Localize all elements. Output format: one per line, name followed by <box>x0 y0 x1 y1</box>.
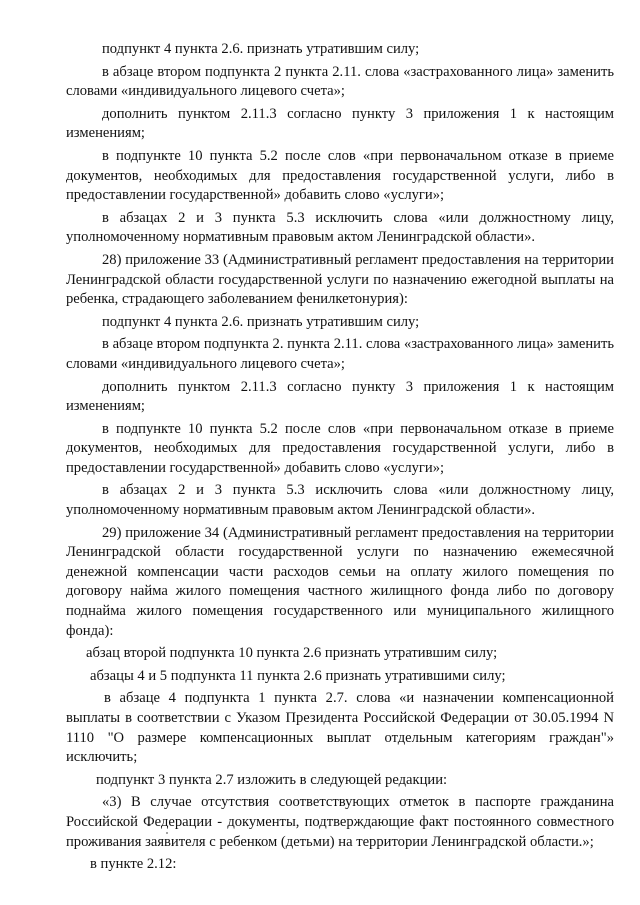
paragraph-1: подпункт 4 пункта 2.6. признать утратившим силу; <box>102 41 420 57</box>
paragraph-3: дополнить пунктом 2.11.3 согласно пункту 3 приложения 1 к настоящим изменениям; <box>66 105 614 142</box>
paragraph-8: в абзаце втором подпункта 2. пункта 2.11. слова «застрахованного лица» заменить словами «индивидуального лицевого счета»; <box>66 336 614 372</box>
paragraph-15: в абзаце 4 подпункта 1 пункта 2.7. слова «и назначении компенсационной выплаты в соответствии с Указом Президента Российской Федерации от 30.05.1994 N 1110 "О размере компенсационных выплат отдельным категориям граждан"» исключить; <box>66 690 614 766</box>
document-page <box>66 40 614 878</box>
paragraph-13: абзац второй подпункта 10 пункта 2.6 признать утратившим силу; <box>86 645 498 662</box>
paragraph-7: подпункт 4 пункта 2.6. признать утратившим силу; <box>102 313 420 330</box>
paragraph-11: в абзацах 2 и 3 пункта 5.3 исключить слова «или должностному лицу, уполномоченному нормативным правовым актом Ленинградской области». <box>66 482 614 519</box>
paragraph-18: в пункте 2.12: <box>90 856 177 873</box>
scan-speck <box>166 832 168 834</box>
paragraph-6: 28) приложение 33 (Административный регламент предоставления на территории Ленинградской области государственной услуги по назначению ежегодной выплаты на ребенка, страдающего заболеванием фенилкетонурия): <box>66 251 614 308</box>
paragraph-5: в абзацах 2 и 3 пункта 5.3 исключить слова «или должностному лицу, уполномоченному нормативным правовым актом Ленинградской области». <box>66 209 614 246</box>
paragraph-9: дополнить пунктом 2.11.3 согласно пункту 3 приложения 1 к настоящим изменениям; <box>66 378 614 415</box>
paragraph-12: 29) приложение 34 (Административный регламент предоставления на территории Ленинградской области государственной услуги по назначению ежемесячной денежной компенсации части расходов семьи на оплату жилого помещения по договору найма жилого помещения частного жилищного фонда либо по договору поднайма жилого помещения государственного или муниципального жилищного фонда): <box>66 524 614 639</box>
paragraph-17: «3) В случае отсутствия соответствующих отметок в паспорте гражданина Российской Федерации - документы, подтверждающие факт постоянного совместного проживания заявителя с ребенком (детьми) на территории Ленинградской области.»; <box>66 794 614 850</box>
paragraph-2: в абзаце втором подпункта 2 пункта 2.11. слова «застрахованного лица» заменить словами «индивидуального лицевого счета»; <box>66 63 614 100</box>
paragraph-4: в подпункте 10 пункта 5.2 после слов «при первоначальном отказе в приеме документов, необходимых для предоставления государственной услуги, либо в предоставлении государственной» добавить слово «услуги»; <box>66 147 614 204</box>
paragraph-10: в подпункте 10 пункта 5.2 после слов «при первоначальном отказе в приеме документов, необходимых для предоставления государственной услуги, либо в предоставлении государственной» добавить слово «услуги»; <box>66 420 614 476</box>
paragraph-16: подпункт 3 пункта 2.7 изложить в следующей редакции: <box>96 771 448 788</box>
paragraph-14: абзацы 4 и 5 подпункта 11 пункта 2.6 признать утратившими силу; <box>90 667 506 684</box>
